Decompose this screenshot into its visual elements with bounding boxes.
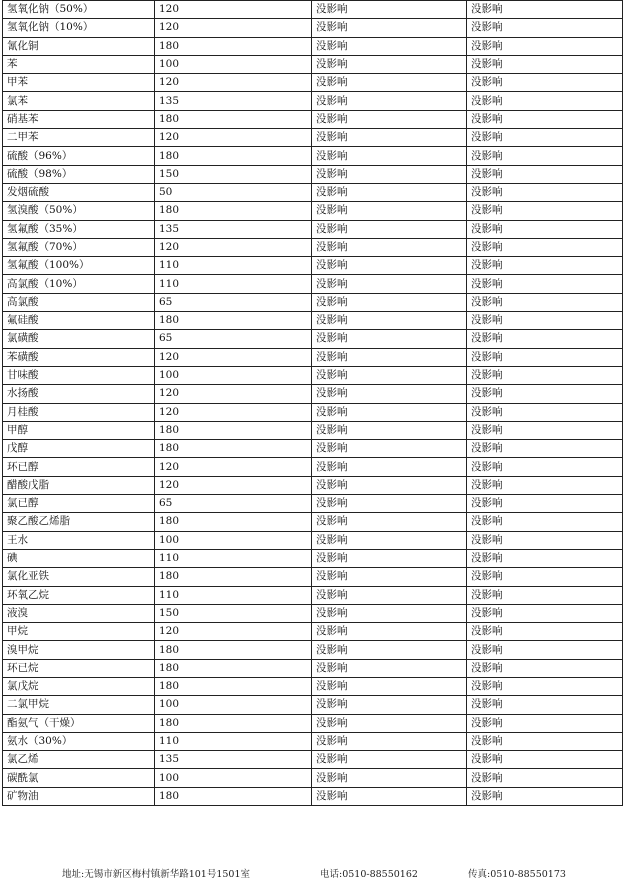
chemical-name-cell: 氯苯: [3, 92, 155, 110]
footer-phone: 电话:0510-88550162: [320, 869, 418, 880]
table-row: [3, 1, 623, 19]
table-row: [3, 202, 623, 220]
effect-cell: 没影响: [312, 348, 467, 366]
chemical-name-cell: 溴甲烷: [3, 641, 155, 659]
table-row: [3, 495, 623, 513]
chemical-name-cell: 月桂酸: [3, 403, 155, 421]
chemical-name-cell: 氢溴酸（50%）: [3, 202, 155, 220]
effect-cell: 没影响: [312, 129, 467, 147]
temperature-cell: 100: [155, 531, 312, 549]
effect-cell: 没影响: [312, 183, 467, 201]
chemical-name-cell: 醋酸戊脂: [3, 476, 155, 494]
chemical-name-cell: 氢氧化钠（10%）: [3, 19, 155, 37]
temperature-cell: 120: [155, 385, 312, 403]
table-row: [3, 366, 623, 384]
table-row: [3, 385, 623, 403]
effect-cell-secondary: 没影响: [467, 312, 623, 330]
effect-cell-secondary: 没影响: [467, 110, 623, 128]
effect-cell-secondary: 没影响: [467, 19, 623, 37]
temperature-cell: 135: [155, 220, 312, 238]
temperature-cell: 180: [155, 787, 312, 805]
temperature-cell: 180: [155, 714, 312, 732]
effect-cell-secondary: 没影响: [467, 129, 623, 147]
temperature-cell: 65: [155, 293, 312, 311]
effect-cell-secondary: 没影响: [467, 348, 623, 366]
table-row: [3, 586, 623, 604]
effect-cell-secondary: 没影响: [467, 495, 623, 513]
chemical-name-cell: 氢氟酸（35%）: [3, 220, 155, 238]
effect-cell: 没影响: [312, 366, 467, 384]
effect-cell-secondary: 没影响: [467, 641, 623, 659]
effect-cell: 没影响: [312, 440, 467, 458]
chemical-name-cell: 发烟硫酸: [3, 183, 155, 201]
table-row: [3, 732, 623, 750]
chemical-name-cell: 氯已醇: [3, 495, 155, 513]
effect-cell: 没影响: [312, 19, 467, 37]
table-body: [3, 1, 623, 806]
effect-cell: 没影响: [312, 732, 467, 750]
chemical-name-cell: 液溴: [3, 604, 155, 622]
temperature-cell: 150: [155, 604, 312, 622]
effect-cell-secondary: 没影响: [467, 238, 623, 256]
effect-cell: 没影响: [312, 147, 467, 165]
table-row: [3, 696, 623, 714]
effect-cell-secondary: 没影响: [467, 623, 623, 641]
chemical-name-cell: 氯戊烷: [3, 677, 155, 695]
table-row: [3, 549, 623, 567]
effect-cell: 没影响: [312, 257, 467, 275]
chemical-name-cell: 苯磺酸: [3, 348, 155, 366]
effect-cell-secondary: 没影响: [467, 659, 623, 677]
temperature-cell: 180: [155, 513, 312, 531]
table-row: [3, 568, 623, 586]
effect-cell-secondary: 没影响: [467, 787, 623, 805]
effect-cell: 没影响: [312, 604, 467, 622]
table-row: [3, 312, 623, 330]
effect-cell: 没影响: [312, 110, 467, 128]
effect-cell: 没影响: [312, 293, 467, 311]
table-row: [3, 183, 623, 201]
table-row: [3, 458, 623, 476]
temperature-cell: 180: [155, 312, 312, 330]
table-row: [3, 220, 623, 238]
table-row: [3, 641, 623, 659]
effect-cell-secondary: 没影响: [467, 403, 623, 421]
effect-cell-secondary: 没影响: [467, 165, 623, 183]
temperature-cell: 135: [155, 751, 312, 769]
chemical-name-cell: 碘: [3, 549, 155, 567]
effect-cell-secondary: 没影响: [467, 275, 623, 293]
temperature-cell: 65: [155, 330, 312, 348]
temperature-cell: 110: [155, 275, 312, 293]
table-row: [3, 257, 623, 275]
temperature-cell: 50: [155, 183, 312, 201]
chemical-name-cell: 二甲苯: [3, 129, 155, 147]
temperature-cell: 100: [155, 366, 312, 384]
temperature-cell: 180: [155, 421, 312, 439]
temperature-cell: 120: [155, 1, 312, 19]
chemical-name-cell: 硫酸（98%）: [3, 165, 155, 183]
temperature-cell: 180: [155, 202, 312, 220]
effect-cell-secondary: 没影响: [467, 421, 623, 439]
effect-cell-secondary: 没影响: [467, 147, 623, 165]
effect-cell-secondary: 没影响: [467, 366, 623, 384]
chemical-name-cell: 氯磺酸: [3, 330, 155, 348]
effect-cell: 没影响: [312, 92, 467, 110]
chemical-name-cell: 氢氟酸（100%）: [3, 257, 155, 275]
effect-cell: 没影响: [312, 220, 467, 238]
table-row: [3, 147, 623, 165]
table-row: [3, 74, 623, 92]
effect-cell-secondary: 没影响: [467, 677, 623, 695]
effect-cell-secondary: 没影响: [467, 568, 623, 586]
table-row: [3, 421, 623, 439]
effect-cell: 没影响: [312, 751, 467, 769]
temperature-cell: 180: [155, 440, 312, 458]
chemical-name-cell: 碳酰氯: [3, 769, 155, 787]
effect-cell-secondary: 没影响: [467, 714, 623, 732]
table-row: [3, 275, 623, 293]
table-row: [3, 787, 623, 805]
chemical-name-cell: 甲烷: [3, 623, 155, 641]
chemical-name-cell: 戊醇: [3, 440, 155, 458]
effect-cell-secondary: 没影响: [467, 732, 623, 750]
temperature-cell: 120: [155, 623, 312, 641]
effect-cell: 没影响: [312, 1, 467, 19]
temperature-cell: 100: [155, 55, 312, 73]
temperature-cell: 135: [155, 92, 312, 110]
chemical-name-cell: 氯乙烯: [3, 751, 155, 769]
temperature-cell: 120: [155, 458, 312, 476]
temperature-cell: 180: [155, 37, 312, 55]
effect-cell: 没影响: [312, 513, 467, 531]
table-row: [3, 238, 623, 256]
table-row: [3, 110, 623, 128]
effect-cell: 没影响: [312, 623, 467, 641]
temperature-cell: 180: [155, 147, 312, 165]
table-row: [3, 37, 623, 55]
footer-address: 地址:无锡市新区梅村镇新华路101号1501室: [62, 869, 251, 880]
temperature-cell: 65: [155, 495, 312, 513]
effect-cell-secondary: 没影响: [467, 385, 623, 403]
effect-cell: 没影响: [312, 421, 467, 439]
effect-cell: 没影响: [312, 568, 467, 586]
temperature-cell: 120: [155, 476, 312, 494]
temperature-cell: 120: [155, 403, 312, 421]
effect-cell-secondary: 没影响: [467, 74, 623, 92]
table-row: [3, 714, 623, 732]
effect-cell: 没影响: [312, 586, 467, 604]
table-row: [3, 293, 623, 311]
chemical-name-cell: 硝基苯: [3, 110, 155, 128]
temperature-cell: 110: [155, 732, 312, 750]
chemical-name-cell: 甲醇: [3, 421, 155, 439]
table-row: [3, 751, 623, 769]
effect-cell: 没影响: [312, 74, 467, 92]
effect-cell-secondary: 没影响: [467, 476, 623, 494]
effect-cell-secondary: 没影响: [467, 513, 623, 531]
effect-cell-secondary: 没影响: [467, 696, 623, 714]
chemical-name-cell: 二氯甲烷: [3, 696, 155, 714]
effect-cell: 没影响: [312, 696, 467, 714]
effect-cell-secondary: 没影响: [467, 604, 623, 622]
effect-cell: 没影响: [312, 787, 467, 805]
effect-cell: 没影响: [312, 403, 467, 421]
temperature-cell: 100: [155, 696, 312, 714]
temperature-cell: 120: [155, 348, 312, 366]
table-row: [3, 531, 623, 549]
effect-cell-secondary: 没影响: [467, 55, 623, 73]
temperature-cell: 100: [155, 769, 312, 787]
table-row: [3, 19, 623, 37]
table-row: [3, 476, 623, 494]
effect-cell: 没影响: [312, 238, 467, 256]
effect-cell-secondary: 没影响: [467, 202, 623, 220]
chemical-name-cell: 甲苯: [3, 74, 155, 92]
table-row: [3, 659, 623, 677]
chemical-name-cell: 氰化铜: [3, 37, 155, 55]
effect-cell-secondary: 没影响: [467, 531, 623, 549]
table-row: [3, 403, 623, 421]
chemical-name-cell: 环已醇: [3, 458, 155, 476]
table-row: [3, 129, 623, 147]
page-footer: [0, 866, 624, 880]
effect-cell-secondary: 没影响: [467, 440, 623, 458]
effect-cell-secondary: 没影响: [467, 586, 623, 604]
effect-cell: 没影响: [312, 476, 467, 494]
chemical-name-cell: 环氧乙烷: [3, 586, 155, 604]
table-row: [3, 677, 623, 695]
effect-cell: 没影响: [312, 531, 467, 549]
effect-cell-secondary: 没影响: [467, 183, 623, 201]
temperature-cell: 110: [155, 257, 312, 275]
temperature-cell: 120: [155, 19, 312, 37]
effect-cell: 没影响: [312, 275, 467, 293]
temperature-cell: 120: [155, 74, 312, 92]
effect-cell: 没影响: [312, 55, 467, 73]
temperature-cell: 150: [155, 165, 312, 183]
table-row: [3, 348, 623, 366]
effect-cell: 没影响: [312, 312, 467, 330]
temperature-cell: 180: [155, 677, 312, 695]
chemical-name-cell: 高氯酸（10%）: [3, 275, 155, 293]
effect-cell: 没影响: [312, 202, 467, 220]
temperature-cell: 120: [155, 238, 312, 256]
table-row: [3, 165, 623, 183]
effect-cell-secondary: 没影响: [467, 293, 623, 311]
table-row: [3, 92, 623, 110]
effect-cell: 没影响: [312, 458, 467, 476]
effect-cell: 没影响: [312, 659, 467, 677]
effect-cell-secondary: 没影响: [467, 1, 623, 19]
effect-cell-secondary: 没影响: [467, 92, 623, 110]
temperature-cell: 110: [155, 549, 312, 567]
chemical-name-cell: 甘味酸: [3, 366, 155, 384]
chemical-name-cell: 聚乙酸乙烯脂: [3, 513, 155, 531]
chemical-name-cell: 矿物油: [3, 787, 155, 805]
table-row: [3, 330, 623, 348]
effect-cell: 没影响: [312, 549, 467, 567]
effect-cell: 没影响: [312, 330, 467, 348]
effect-cell: 没影响: [312, 37, 467, 55]
table-row: [3, 440, 623, 458]
chemical-name-cell: 氨水（30%）: [3, 732, 155, 750]
table-row: [3, 769, 623, 787]
effect-cell-secondary: 没影响: [467, 549, 623, 567]
effect-cell: 没影响: [312, 714, 467, 732]
table-row: [3, 604, 623, 622]
table-row: [3, 623, 623, 641]
effect-cell-secondary: 没影响: [467, 257, 623, 275]
effect-cell-secondary: 没影响: [467, 751, 623, 769]
effect-cell-secondary: 没影响: [467, 37, 623, 55]
effect-cell: 没影响: [312, 641, 467, 659]
temperature-cell: 180: [155, 641, 312, 659]
effect-cell: 没影响: [312, 677, 467, 695]
effect-cell-secondary: 没影响: [467, 458, 623, 476]
effect-cell-secondary: 没影响: [467, 769, 623, 787]
chemical-name-cell: 苯: [3, 55, 155, 73]
chemical-name-cell: 氢氟酸（70%）: [3, 238, 155, 256]
chemical-name-cell: 环已烷: [3, 659, 155, 677]
temperature-cell: 110: [155, 586, 312, 604]
temperature-cell: 180: [155, 110, 312, 128]
effect-cell-secondary: 没影响: [467, 330, 623, 348]
chemical-name-cell: 水扬酸: [3, 385, 155, 403]
chemical-name-cell: 氯化亚铁: [3, 568, 155, 586]
effect-cell: 没影响: [312, 165, 467, 183]
effect-cell: 没影响: [312, 495, 467, 513]
temperature-cell: 180: [155, 659, 312, 677]
chemical-name-cell: 高氯酸: [3, 293, 155, 311]
chemical-name-cell: 硫酸（96%）: [3, 147, 155, 165]
table-row: [3, 55, 623, 73]
chemical-name-cell: 王水: [3, 531, 155, 549]
table-row: [3, 513, 623, 531]
effect-cell: 没影响: [312, 769, 467, 787]
temperature-cell: 120: [155, 129, 312, 147]
effect-cell: 没影响: [312, 385, 467, 403]
chemical-name-cell: 氢氧化钠（50%）: [3, 1, 155, 19]
chemical-name-cell: 氟硅酸: [3, 312, 155, 330]
footer-fax: 传真:0510-88550173: [468, 869, 566, 880]
effect-cell-secondary: 没影响: [467, 220, 623, 238]
chemical-name-cell: 酯氨气（干燥）: [3, 714, 155, 732]
temperature-cell: 180: [155, 568, 312, 586]
chemical-resistance-table: [2, 0, 623, 806]
